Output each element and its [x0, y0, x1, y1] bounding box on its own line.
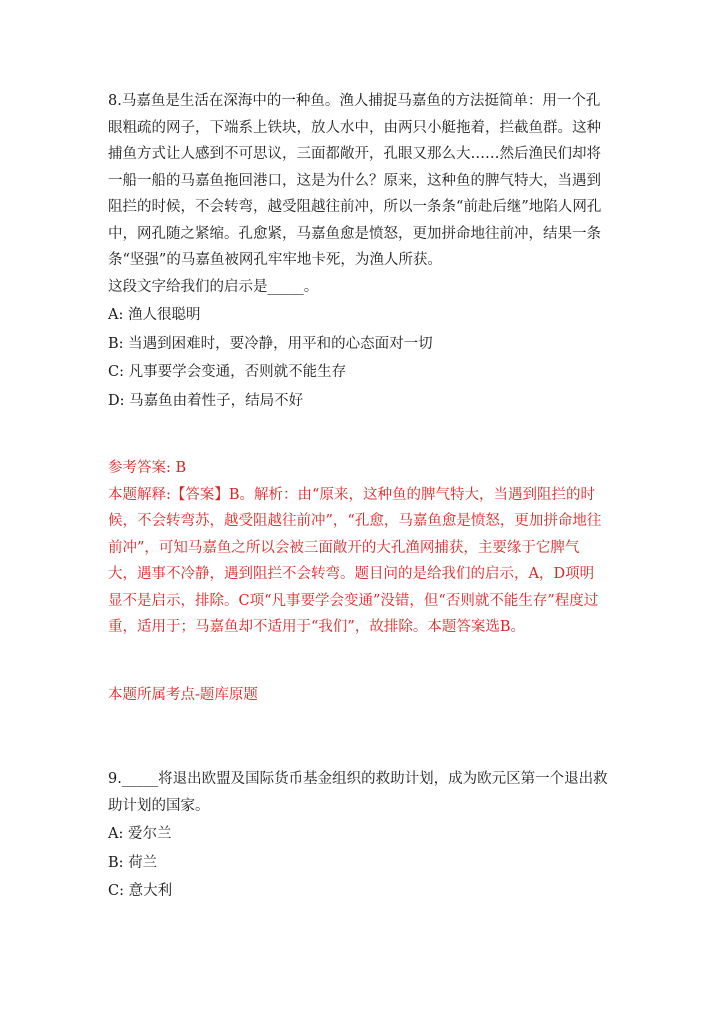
question-8-explanation: 本题解释:【答案】B。解析：由“原来，这种鱼的脾气特大，当遇到阻拦的时候，不会转弯苏，越受阻越往前冲”，“孔愈，马嘉鱼愈是愤怒，更加拼命地往前冲”，可知马嘉鱼之所以会被三面敞开的大孔渔网捕获，主要缘于它脾气大，遇事不冷静，遇到阻拦不会转弯。题目问的是给我们的启示，A，D项明显不是启示，排除。C项“凡事要学会变通”没错，但“否则就不能生存”程度过重，适用于；马嘉鱼却不适用于“我们”，故排除。本题答案选B。: [108, 486, 602, 635]
question-8-stem: 8.马嘉鱼是生活在深海中的一种鱼。渔人捕捉马嘉鱼的方法挺简单：用一个孔眼粗疏的网子，下端系上铁块，放人水中，由两只小艇拖着，拦截鱼群。这种捕鱼方式让人感到不可思议，三面都敞开，孔眼又那么大……然后渔民们却将一船一船的马嘉鱼拖回港口，这是为什么？原来，这种鱼的脾气特大，当遇到阻拦的时候，不会转弯，越受阻越往前冲，所以一条条“前赴后继”地陷人网孔中，网孔随之紧缩。孔愈紧，马嘉鱼愈是愤怒，更加拼命地往前冲，结果一条条“坚强”的马嘉鱼被网孔牢牢地卡死，为渔人所获。: [108, 93, 602, 268]
question-8-prompt: 这段文字给我们的启示是_____。: [108, 278, 319, 295]
question-8-option-d: D: 马嘉鱼由着性子，结局不好: [108, 392, 304, 409]
question-9-stem: 9._____将退出欧盟及国际货币基金组织的救助计划，成为欧元区第一个退出救助计划的国家。: [108, 771, 608, 814]
question-8-option-a: A: 渔人很聪明: [108, 307, 201, 323]
question-8-answer-section: [108, 455, 608, 641]
question-9-option-a: A: 爱尔兰: [108, 826, 172, 842]
question-8-point-text: 本题所属考点-题库原题: [108, 687, 258, 703]
question-8: [108, 88, 608, 414]
question-9-option-b: B: 荷兰: [108, 854, 158, 871]
question-8-answer: 参考答案: B: [108, 460, 187, 476]
question-8-option-c: C: 凡事要学会变通，否则就不能生存: [108, 364, 347, 380]
question-8-point: [108, 682, 608, 709]
question-9: [108, 766, 608, 905]
question-9-option-c: C: 意大利: [108, 883, 173, 899]
question-8-option-b: B: 当遇到困难时，要冷静，用平和的心态面对一切: [108, 335, 433, 352]
